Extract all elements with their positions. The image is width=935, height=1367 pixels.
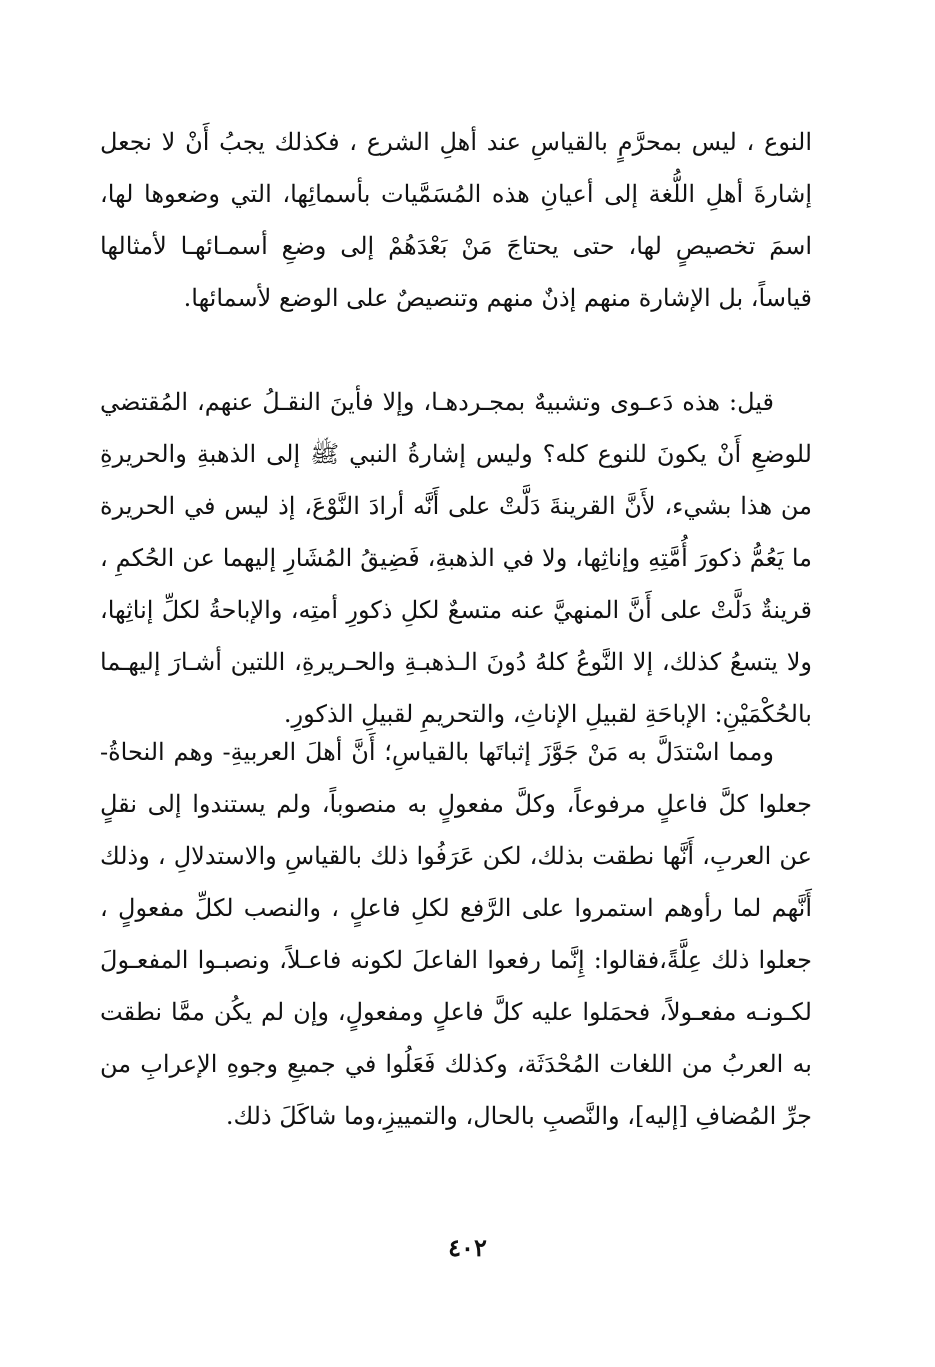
paragraph-1: النوع ، ليس بمحرَّمٍ بالقياسِ عند أهلِ الشرع ، فكذلك يجبُ أَنْ لا نجعل إشارةَ أهلِ اللُّغة إلى أعيانِ هذه المُسَمَّيات بأسمائِها، التي وضعوها لها، اسمَ تخصيصٍ لها، حتى يحتاجَ مَنْ بَعْدَهُمْ إلى وضعِ أسمـائهـا لأمثالها قياساً، بل الإشارة منهم إذنٌ منهم وتنصيصٌ على الوضع لأسمائها. xyxy=(100,128,812,312)
page-number: ٤٠٢ xyxy=(448,1233,487,1262)
paragraph-2: قيل: هذه دَعـوى وتشبيهٌ بمجـردهـا، وإلا فأينَ النقـلُ عنهم، المُقتضي للوضعِ أَنْ يكونَ للنوع كله؟ وليس إشارةُ النبي ﷺ إلى الذهبةِ والحريرةِ من هذا بشيء، لأَنَّ القرينةَ دَلَّتْ على أَنَّه أرادَ النَّوْعَ، إذ ليس في الحريرة ما يَعُمُّ ذكورَ أُمَّتِهِ وإناثِها، ولا في الذهبةِ، فَضِيقُ المُشَارِ إليهما عن الحُكمِ ، قرينةٌ دَلَّتْ على أَنَّ المنهيَّ عنه متسعٌ لكلِ ذكورِ أمتِه، والإباحةُ لكلِّ إناثِها، ولا يتسعُ كذلك، إلا النَّوعُ كلهُ دُونَ الـذهبـةِ والحـريرةِ، اللتين أشـارَ إليهـما بالحُكْمَيْنِ: الإباحَةِ لقبيلِ الإناثِ، والتحريمِ لقبيلِ الذكورِ. xyxy=(100,388,813,728)
paragraph-3: ومما اسْتدَلَّ به مَنْ جَوَّزَ إثباتَها بالقياسِ؛ أَنَّ أهلَ العربيةِ- وهم النحاةُ- جعلوا كلَّ فاعلٍ مرفوعاً، وكلَّ مفعولٍ به منصوباً، ولم يستندوا إلى نقلٍ عن العربِ، أَنَّها نطقت بذلك، لكن عَرَفُوا ذلك بالقياسِ والاستدلالِ ، وذلك أَنَّهم لما رأوهم استمروا على الرَّفع لكلِ فاعلٍ ، والنصب لكلِّ مفعولٍ ، جعلوا ذلك عِلَّةً،فقالوا: إِنَّما رفعوا الفاعلَ لكونه فاعـلاً، ونصبـوا المفعـولَ لكـونـه مفعـولاً، فحمَلوا عليه كلَّ فاعلٍ ومفعولٍ، وإن لم يكُن ممَّا نطقت به العربُ من اللغات المُحْدَثَة، وكذلك فَعَلُوا في جميعِ وجوهِ الإعرابِ من جرِّ المُضافِ [إليه]، والنَّصبِ بالحال، والتمييزِ،وما شاكَلَ ذلك. xyxy=(100,738,812,1130)
